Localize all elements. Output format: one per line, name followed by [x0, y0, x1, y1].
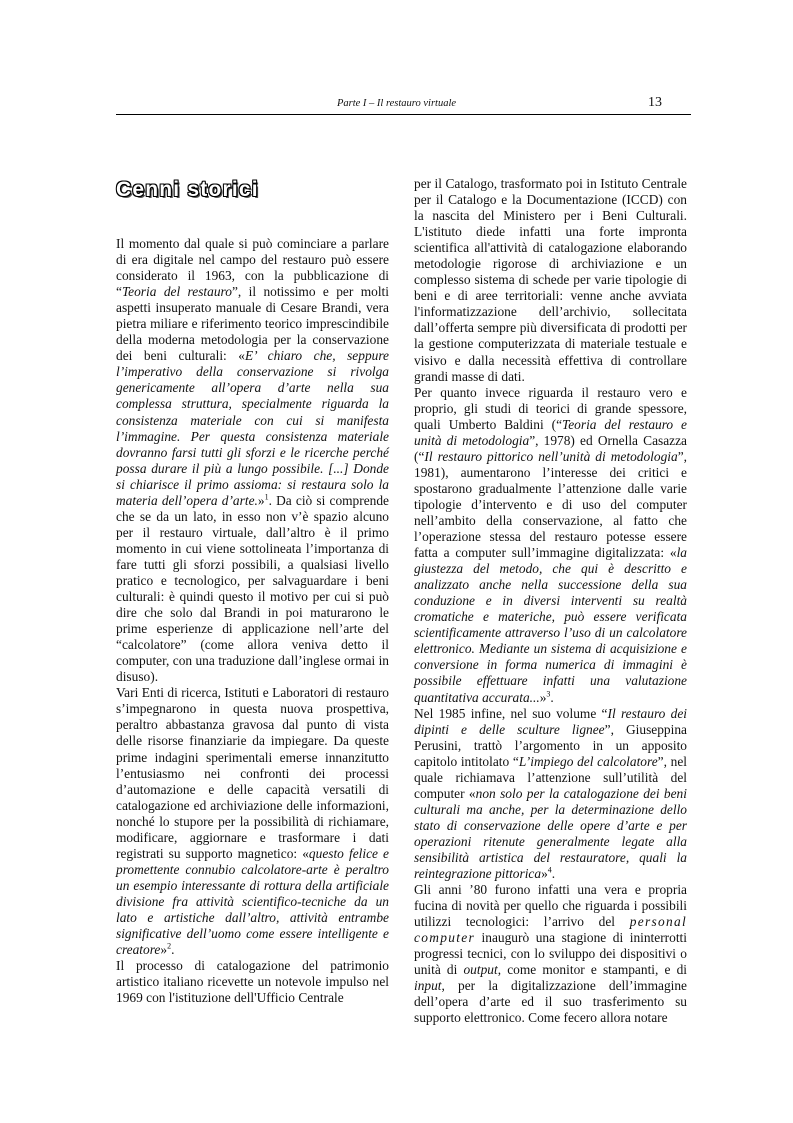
paragraph-catalogazione: Il processo di catalogazione del patrimonio artistico italiano ricevette un notevole impulso nel 1969 con l'istituzione dell'Ufficio Centrale	[116, 958, 389, 1006]
book-title: Il restauro dei dipinti e delle sculture lignee	[414, 705, 688, 737]
footnote-ref: 4	[547, 865, 552, 875]
footnote-ref: 2	[167, 941, 172, 951]
paragraph-anni-80: Gli anni ’80 furono infatti una vera e propria fucina di novità per quello che riguarda i possibili utilizzi tecnologici: l’arrivo del personal computer inaugurò una stagione di ininterrotti progressi tecnici, con lo sviluppo dei dispositivi o unità di output, come monitor e stampanti, e di input, per la digitalizzazione dell’immagine dell’opera d’arte ed il suo trasferimento su supporto elettronico. Come fecero allora notare	[414, 882, 687, 1026]
book-title: Teoria del restauro e unità di metodologia	[414, 416, 687, 448]
quotation: non solo per la catalogazione dei beni culturali ma anche, per la determinazione dello stato di conservazione delle opere d’arte e per operazioni ritenute generalmente legate alla sensibilità artistica del restauratore, quali la reintegrazione pittorica	[414, 785, 687, 882]
left-column	[116, 236, 389, 1006]
term-input: input	[414, 978, 442, 994]
quotation: questo felice e promettente connubio calcolatore-arte è peraltro un esempio interessante di rottura della artificiale divisione fra attività scientifico-tecniche da un lato e artistiche dall’altro, attività entrambe significative dell’uomo come essere intelligente e creatore	[116, 845, 389, 958]
header-rule	[116, 114, 691, 115]
quotation: la giustezza del metodo, che qui è descritto e analizzato anche nella successione della sua conduzione e in diversi interventi su realtà cromatiche e materiche, può essere verificata scientificamente attraverso l’uso di un calcolatore elettronico. Mediante un sistema di acquisizione e conversione in forma numerica di immagini è possibile effettuare infatti una valutazione quantitativa accurata...	[414, 545, 687, 705]
book-title: Il restauro pittorico nell’unità di metodologia	[424, 448, 678, 464]
paragraph-baldini-casazza: Per quanto invece riguarda il restauro vero e proprio, gli studi di teorici di grande spessore, quali Umberto Baldini (“Teoria del restauro e unità di metodologia”, 1978) ed Ornella Casazza (“Il restauro pittorico nell’unità di metodologia”, 1981), aumentarono l’interesse dei critici e spostarono gradualmente l’attenzione dalle varie tipologie d’intervento e di uso del computer nell’ambito della conservazione, al fatto che l’operazione stessa del restauro potesse essere fatta a computer sull’immagine digitalizzata: «la giustezza del metodo, che qui è descritto e analizzato anche nella successione della sua conduzione e in diversi interventi su realtà cromatiche e materiche, può essere verificata scientificamente attraverso l’uso di un calcolatore elettronico. Mediante un sistema di acquisizione e conversione in forma numerica di immagini è possibile effettuare infatti una valutazione quantitativa accurata...»$^3$.	[414, 384, 687, 705]
running-header-title: Parte I – Il restauro virtuale	[336, 98, 457, 109]
paragraph-brandi: Il momento dal quale si può cominciare a parlare di era digitale nel campo del restauro può essere considerato il 1963, con la pubblicazione di “Teoria del restauro”, il notissimo e per molti aspetti insuperato manuale di Cesare Brandi, vera pietra miliare e riferimento teorico imprescindibile della moderna metodologia per la conservazione dei beni culturali: «E’ chiaro che, seppure l’imperativo della conservazione si rivolga genericamente all’opera d’arte nella sua complessa struttura, specialmente riguarda la consistenza materiale con cui si manifesta l’immagine. Per questa consistenza materiale dovranno farsi tutti gli sforzi e le ricerche perché possa durare il più a lungo possibile. [...] Donde si chiarisce il primo assioma: si restaura solo la materia dell’opera d’arte.»$^1$. Da ciò si comprende che se da un lato, in esso non v’è spazio alcuno per il restauro virtuale, dall’altro è il primo momento in cui viene sottolineata l’importanza di fare tutti gli sforzi possibili, a qualsiasi livello pratico e tecnologico, per salvaguardare i beni culturali: è quindi questo il motivo per cui si può dire che solo dal Brandi in poi maturarono le prime esperienze di applicazione nell’arte del “calcolatore” (come allora veniva detto il computer, con una traduzione dall’inglese ormai in disuso).	[116, 236, 389, 685]
quotation: E’ chiaro che, seppure l’imperativo della conservazione si rivolga genericamente all’opera d’arte nella sua complessa struttura, specialmente riguarda la consistenza materiale con cui si manifesta l’immagine. Per questa consistenza materiale dovranno farsi tutti gli sforzi e le ricerche perché possa durare il più a lungo possibile. [...] Donde si chiarisce il primo assioma: si restaura solo la materia dell’opera d’arte.	[116, 348, 389, 508]
right-column	[414, 176, 687, 1026]
chapter-title: L’impiego del calcolatore	[518, 753, 658, 769]
footnote-ref: 1	[264, 492, 269, 502]
paragraph-iccd: per il Catalogo, trasformato poi in Istituto Centrale per il Catalogo e la Documentazione (ICCD) con la nascita del Ministero per i Beni Culturali. L'istituto diede infatti una forte impronta scientifica all'attività di catalogazione elaborando metodologie rigorose di archiviazione e un complesso sistema di schede per varie tipologie di beni e di aree territoriali: venne anche avviata l'informatizzazione dell’archivio, sollecitata dall’offerta sempre più diversificata di prodotti per la gestione computerizzata di materiale testuale e visivo e dalla necessità effettiva di controllare grandi masse di dati.	[414, 176, 687, 384]
footnote-ref: 3	[546, 689, 551, 699]
term-output: output	[463, 962, 498, 978]
section-title: Cenni storici	[116, 178, 259, 201]
book-title: Teoria del restauro	[121, 284, 232, 300]
paragraph-enti-ricerca: Vari Enti di ricerca, Istituti e Laboratori di restauro s’impegnarono in questa nuova prospettiva, peraltro abbastanza gravosa dal punto di vista delle risorse finanziarie da impiegare. Da queste prime indagini sperimentali emerse innanzitutto l’entusiasmo nei confronti dei processi d’automazione e delle capacità versatili di catalogazione ed archiviazione delle informazioni, nonché lo stupore per la possibilità di richiamare, modificare, aggiornare e trasformare i dati registrati su supporto magnetico: «questo felice e promettente connubio calcolatore-arte è peraltro un esempio interessante di rottura della artificiale divisione fra attività scientifico-tecniche da un lato e artistiche dall’altro, attività entrambe significative dell’uomo come essere intelligente e creatore»$^2$.	[116, 685, 389, 958]
term-personal-computer: personal computer	[414, 914, 687, 946]
page-number: 13	[648, 95, 662, 110]
paragraph-perusini: Nel 1985 infine, nel suo volume “Il restauro dei dipinti e delle sculture lignee”, Giuseppina Perusini, trattò l’argomento in un apposito capitolo intitolato “L’impiego del calcolatore”, nel quale richiamava l’attenzione sull’utilità del computer «non solo per la catalogazione dei beni culturali ma anche, per la determinazione dello stato di conservazione delle opere d’arte e per operazioni ritenute generalmente legate alla sensibilità artistica del restauratore, quali la reintegrazione pittorica»$^4$.	[414, 705, 688, 882]
